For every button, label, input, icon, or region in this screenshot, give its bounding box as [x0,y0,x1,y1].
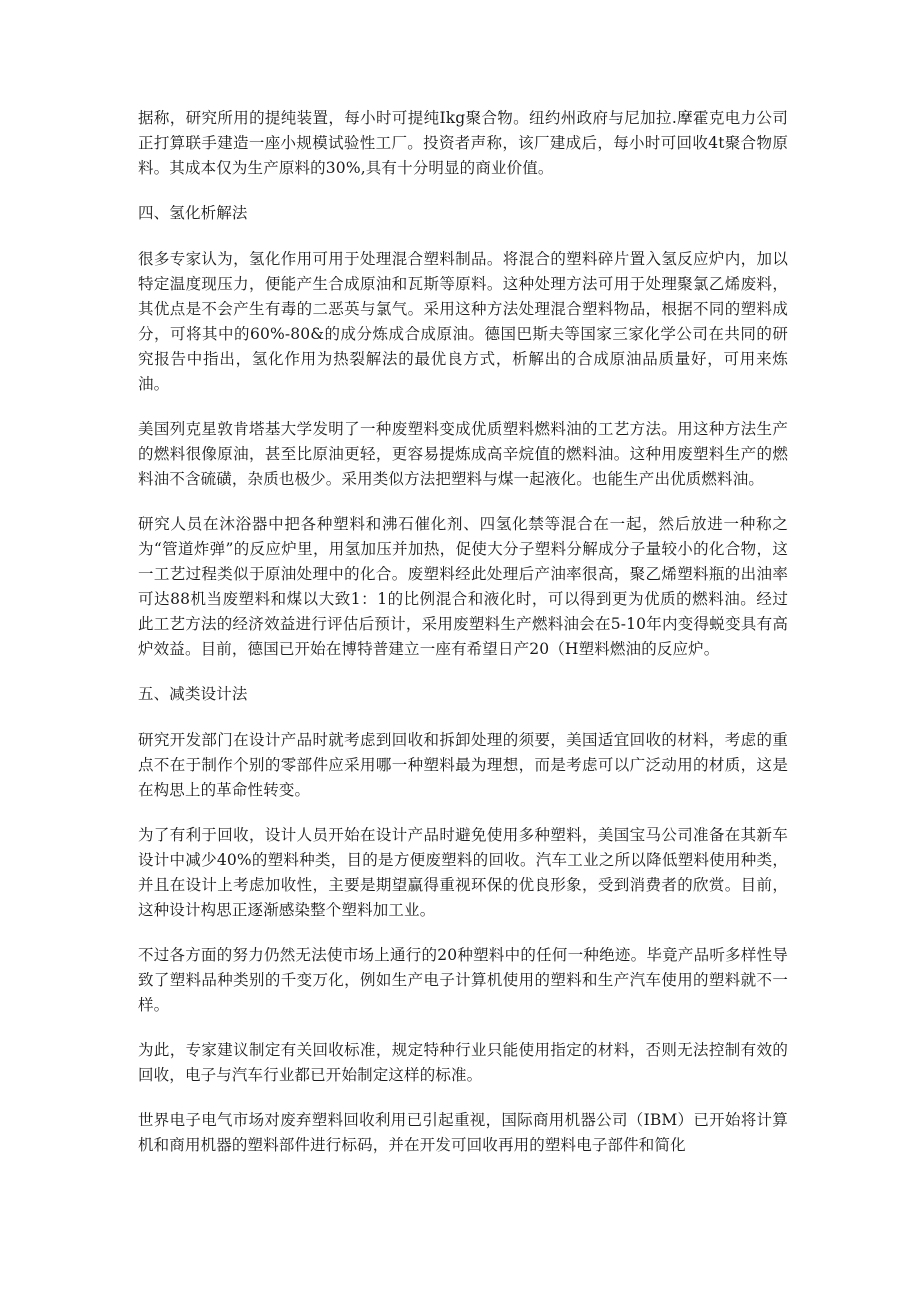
paragraph-1: 据称，研究所用的提纯装置，每小时可提纯Ikg聚合物。纽约州政府与尼加拉.摩霍克电力公司正打算联手建造一座小规模试验性工厂。投资者声称，该厂建成后，每小时可回收4t聚合物原料。其成本仅为生产原料的30%,具有十分明显的商业价值。 [138,109,788,177]
paragraph-3: 美国列克星敦肯塔基大学发明了一种废塑料变成优质塑料燃料油的工艺方法。用这种方法生产的燃料很像原油，甚至比原油更轻，更容易提炼成高辛烷值的燃料油。这种用废塑料生产的燃料油不含硫磺，杂质也极少。采用类似方法把塑料与煤一起液化。也能生产出优质燃料油。 [138,420,788,488]
paragraph-2: 很多专家认为，氢化作用可用于处理混合塑料制品。将混合的塑料碎片置入氢反应炉内，加以特定温度现压力，便能产生合成原油和瓦斯等原料。这种处理方法可用于处理聚氯乙烯废料，其优点是不会产生有毒的二恶英与氯气。采用这种方法处理混合塑料物品，根据不同的塑料成分，可将其中的60%-80&的成分炼成合成原油。德国巴斯夫等国家三家化学公司在共同的研究报告中指出，氢化作用为热裂解法的最优良方式，析解出的合成原油品质量好，可用来炼油。 [138,250,788,393]
paragraph-5: 研究开发部门在设计产品时就考虑到回收和拆卸处理的须要，美国适宜回收的材料，考虑的重点不在于制作个别的零部件应采用哪一种塑料最为理想，而是考虑可以广泛动用的材质，这是在构思上的革命性转变。 [138,731,788,799]
paragraph-8: 为此，专家建议制定有关回收标准，规定特种行业只能使用指定的材料，否则无法控制有效的回收，电子与汽车行业都已开始制定这样的标准。 [138,1041,788,1084]
paragraph-9: 世界电子电气市场对废弃塑料回收利用已引起重视，国际商用机器公司（IBM）已开始将计算机和商用机器的塑料部件进行标码，并在开发可回收再用的塑料电子部件和简化 [138,1111,788,1154]
paragraph-4: 研究人员在沐浴器中把各种塑料和沸石催化剂、四氢化禁等混合在一起，然后放进一种称之为“管道炸弹”的反应炉里，用氢加压并加热，促使大分子塑料分解成分子量较小的化合物，这一工艺过程类似于原油处理中的化合。废塑料经此处理后产油率很高，聚乙烯塑料瓶的出油率可达88机当废塑料和煤以大致1：1的比例混合和液化时，可以得到更为优质的燃料油。经过此工艺方法的经济效益进行评估后预计，采用废塑料生产燃料油会在5-10年内变得蜕变具有高炉效益。目前，德国已开始在博特普建立一座有希望日产20（H塑料燃油的反应炉。 [138,515,788,658]
section-heading-5: 五、减类设计法 [138,685,248,703]
document-page [138,106,788,1178]
section-heading-4: 四、氢化析解法 [138,204,248,222]
paragraph-7: 不过各方面的努力仍然无法使市场上通行的20种塑料中的任何一种绝迹。毕竟产品听多样性导致了塑料品种类别的千变万化，例如生产电子计算机使用的塑料和生产汽车使用的塑料就不一样。 [138,946,788,1014]
paragraph-6: 为了有利于回收，设计人员开始在设计产品时避免使用多种塑料，美国宝马公司准备在其新车设计中减少40%的塑料种类，目的是方便废塑料的回收。汽车工业之所以降低塑料使用种类，并且在设计上考虑加收性，主要是期望赢得重视环保的优良形象，受到消费者的欣赏。目前，这种设计构思正逐渐感染整个塑料加工业。 [138,826,788,919]
